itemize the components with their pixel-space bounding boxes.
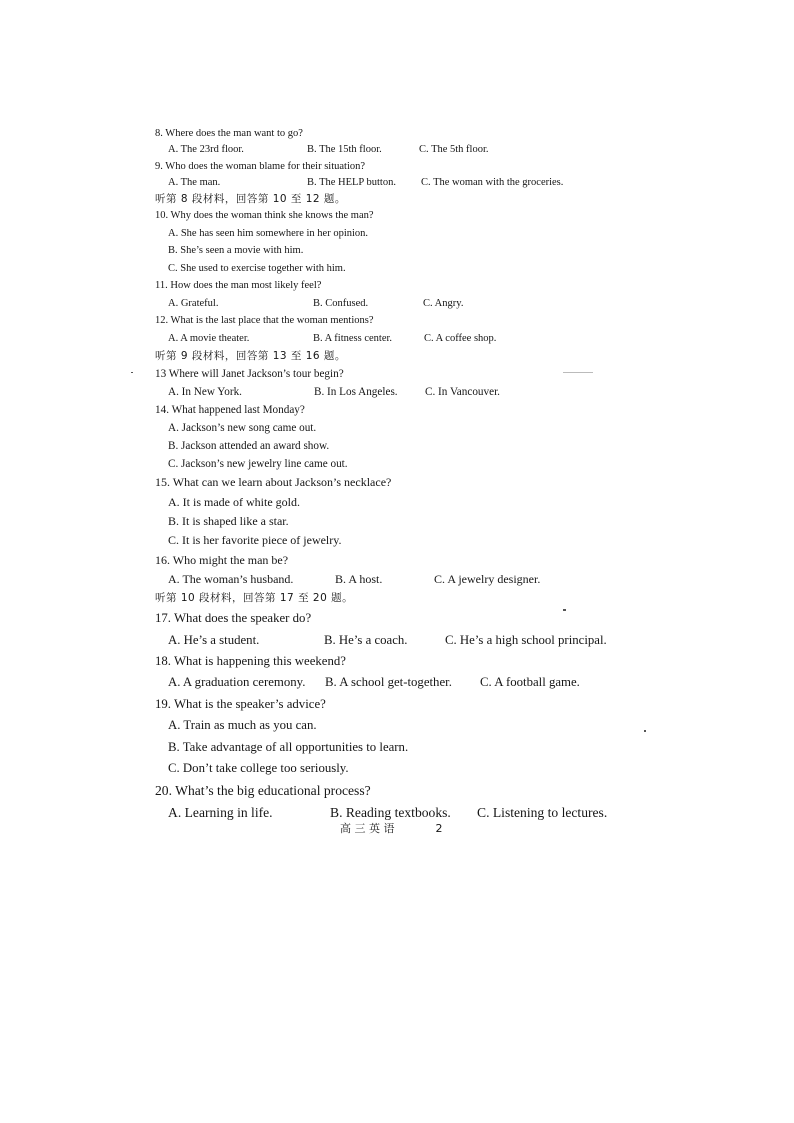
question-17-options (155, 630, 635, 651)
question-12-option-c: C. A coffee shop. (424, 332, 497, 344)
question-13-options (155, 383, 635, 401)
question-8-option-a: A. The 23rd floor. (168, 144, 244, 156)
question-18: 18. What is happening this weekend? (155, 654, 346, 669)
question-19-option-c: C. Don’t take college too seriously. (168, 761, 349, 776)
question-19-option-a: A. Train as much as you can. (168, 718, 317, 733)
question-20: 20. What’s the big educational process? (155, 782, 371, 798)
question-18-option-a: A. A graduation ceremony. (168, 675, 306, 690)
scan-speck (563, 372, 593, 373)
question-13-option-b: B. In Los Angeles. (314, 386, 398, 399)
question-13-option-a: A. In New York. (168, 386, 242, 399)
question-10-option-a: A. She has seen him somewhere in her opinion. (168, 227, 369, 239)
question-17-option-b: B. He’s a coach. (324, 632, 408, 647)
question-11-option-c: C. Angry. (423, 297, 464, 309)
question-10-option-c: C. She used to exercise together with him. (168, 262, 346, 274)
scan-speck (563, 609, 566, 611)
question-16-option-a: A. The woman’s husband. (168, 571, 294, 586)
question-9-option-c: C. The woman with the groceries. (421, 176, 564, 188)
question-17-option-c: C. He’s a high school principal. (445, 632, 607, 647)
question-15-option-a: A. It is made of white gold. (168, 494, 300, 509)
footer-subject: 高 三 英 语 (340, 822, 395, 835)
question-20-option-c: C. Listening to lectures. (477, 804, 608, 820)
question-18-option-b: B. A school get-together. (325, 675, 452, 690)
question-8-option-b: B. The 15th floor. (307, 144, 382, 156)
question-16-option-c: C. A jewelry designer. (434, 571, 541, 586)
question-11-option-b: B. Confused. (313, 297, 369, 309)
question-19: 19. What is the speaker’s advice? (155, 696, 326, 711)
question-19-option-b: B. Take advantage of all opportunities to learn. (168, 739, 409, 754)
question-13-option-c: C. In Vancouver. (425, 386, 500, 399)
question-15: 15. What can we learn about Jackson’s necklace? (155, 475, 392, 490)
question-17-option-a: A. He’s a student. (168, 632, 260, 647)
question-9: 9. Who does the woman blame for their situation? (155, 160, 366, 172)
scan-speck (644, 730, 646, 732)
question-12-options (155, 330, 635, 348)
question-9-option-a: A. The man. (168, 176, 221, 188)
question-20-option-b: B. Reading textbooks. (330, 804, 451, 820)
section-heading-8: 听第 8 段材料，回答第 10 至 12 题。 (155, 193, 346, 206)
question-13: 13 Where will Janet Jackson’s tour begin? (155, 368, 344, 381)
question-20-option-a: A. Learning in life. (168, 804, 273, 820)
question-16: 16. Who might the man be? (155, 552, 289, 567)
section-heading-9: 听第 9 段材料，回答第 13 至 16 题。 (155, 350, 346, 363)
question-17: 17. What does the speaker do? (155, 611, 312, 626)
question-10: 10. Why does the woman think she knows the man? (155, 210, 374, 222)
question-15-option-c: C. It is her favorite piece of jewelry. (168, 533, 342, 548)
question-8-options (155, 142, 635, 158)
section-heading-10: 听第 10 段材料，回答第 17 至 20 题。 (155, 592, 354, 605)
question-8: 8. Where does the man want to go? (155, 128, 303, 139)
question-11: 11. How does the man most likely feel? (155, 280, 322, 292)
scan-speck (131, 372, 133, 373)
question-12-option-b: B. A fitness center. (313, 332, 393, 344)
question-16-option-b: B. A host. (335, 571, 383, 586)
question-11-options (155, 295, 635, 313)
question-18-options (155, 672, 635, 693)
question-11-option-a: A. Grateful. (168, 297, 219, 309)
question-8-option-c: C. The 5th floor. (419, 144, 489, 156)
listening-section (155, 126, 635, 824)
question-18-option-c: C. A football game. (480, 675, 580, 690)
question-14-option-a: A. Jackson’s new song came out. (168, 422, 317, 435)
question-10-option-b: B. She’s seen a movie with him. (168, 245, 304, 257)
question-12-option-a: A. A movie theater. (168, 332, 250, 344)
question-15-option-b: B. It is shaped like a star. (168, 514, 289, 529)
footer-page-number: 2 (435, 822, 443, 835)
question-16-options (155, 570, 635, 589)
question-14-option-c: C. Jackson’s new jewelry line came out. (168, 458, 348, 471)
question-14-option-b: B. Jackson attended an award show. (168, 440, 330, 453)
question-14: 14. What happened last Monday? (155, 404, 305, 417)
question-12: 12. What is the last place that the woman mentions? (155, 315, 374, 327)
page-footer (340, 820, 443, 836)
question-9-options (155, 175, 635, 191)
question-9-option-b: B. The HELP button. (307, 176, 396, 188)
